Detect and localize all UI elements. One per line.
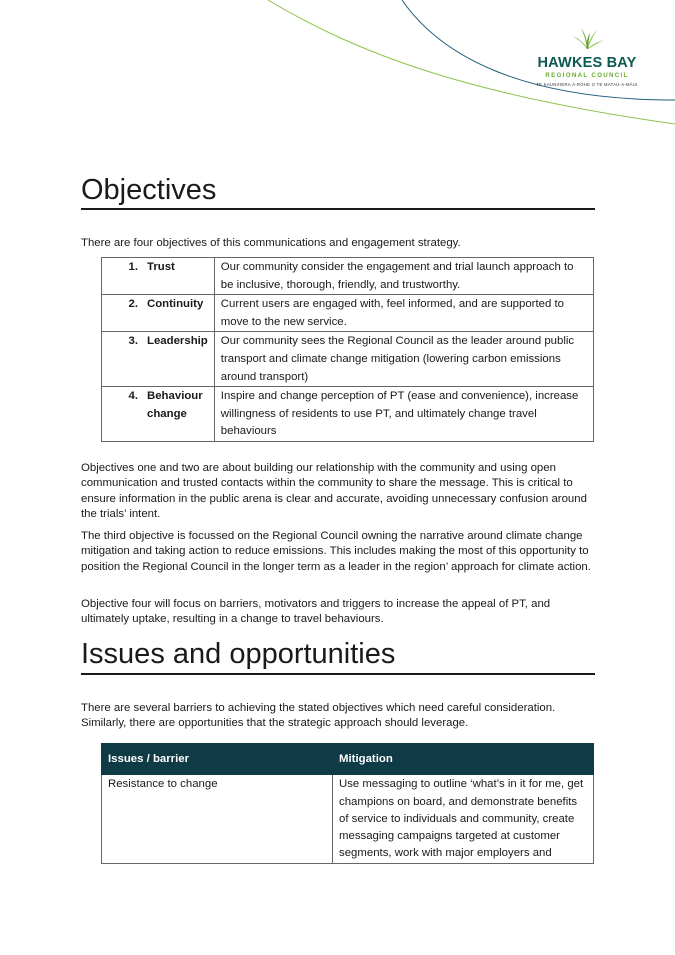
issues-heading: Issues and opportunities: [81, 638, 396, 670]
objective-number: 4.: [128, 390, 138, 403]
table-header-row: [102, 744, 594, 775]
objectives-rule: [81, 208, 595, 210]
table-row: [102, 775, 594, 863]
leaf-icon: [565, 26, 609, 50]
objective-label: Continuity: [147, 298, 204, 311]
objectives-paragraph-2: The third objective is focussed on the Regional Council owning the narrative around climate change mitigation and taking action to reduce emissions. This includes making the most of this opportunity to position the Regional Council in the longer term as a leader in the region’ approach for climate action.: [81, 530, 591, 573]
objective-text: Current users are engaged with, feel informed, and are supported to move to the new service.: [214, 295, 593, 332]
objective-label: Behaviour change: [147, 390, 203, 420]
objective-label: Trust: [147, 261, 175, 273]
objective-number: 1.: [128, 261, 138, 273]
table-row: [102, 387, 594, 442]
objectives-heading: Objectives: [81, 174, 217, 206]
issues-intro: There are several barriers to achieving the stated objectives which need careful consideration. Similarly, there are opportunities that the strategic approach should leverage.: [81, 702, 556, 730]
objective-text: Our community consider the engagement and trial launch approach to be inclusive, thorough, friendly, and trustworthy.: [214, 258, 593, 295]
logo-title: HAWKES BAY: [537, 55, 637, 71]
issue-cell: Resistance to change: [102, 775, 333, 863]
mitigation-cell: Use messaging to outline ‘what’s in it for me, get champions on board, and demonstrate benefits of service to individuals and community, create messaging campaigns targeted at customer segments, work with major employers and: [333, 775, 594, 863]
hawkes-bay-logo: [527, 26, 647, 87]
table-row: [102, 295, 594, 332]
objective-text: Inspire and change perception of PT (ease and convenience), increase willingness of residents to use PT, and ultimately change travel behaviours: [214, 387, 593, 442]
column-header-mitigation: Mitigation: [333, 744, 594, 775]
issues-table: [101, 743, 594, 864]
table-row: [102, 332, 594, 387]
objectives-table: [101, 257, 594, 442]
table-row: [102, 258, 594, 295]
objectives-paragraph-3: Objective four will focus on barriers, motivators and triggers to increase the appeal of PT, and ultimately uptake, resulting in a change to travel behaviours.: [81, 598, 551, 626]
objectives-intro: There are four objectives of this communications and engagement strategy.: [81, 237, 461, 249]
objective-label: Leadership: [147, 335, 208, 348]
objectives-paragraph-1: Objectives one and two are about building our relationship with the community and using open communication and trusted contacts within the community to share the message. This is critical to ensure information in the public arena is clear and accurate, avoiding unnecessary confusion around the trials’ intent.: [81, 462, 587, 521]
objective-number: 3.: [128, 335, 138, 348]
objective-number: 2.: [128, 298, 138, 311]
column-header-issues: Issues / barrier: [102, 744, 333, 775]
issues-rule: [81, 673, 595, 675]
objective-text: Our community sees the Regional Council as the leader around public transport and climate change mitigation (lowering carbon emissions around transport): [214, 332, 593, 387]
logo-subtitle: REGIONAL COUNCIL: [545, 72, 629, 79]
logo-tagline: TE KAUNIHERA Ā-ROHE O TE MATAU-A-MĀUI: [536, 82, 638, 87]
